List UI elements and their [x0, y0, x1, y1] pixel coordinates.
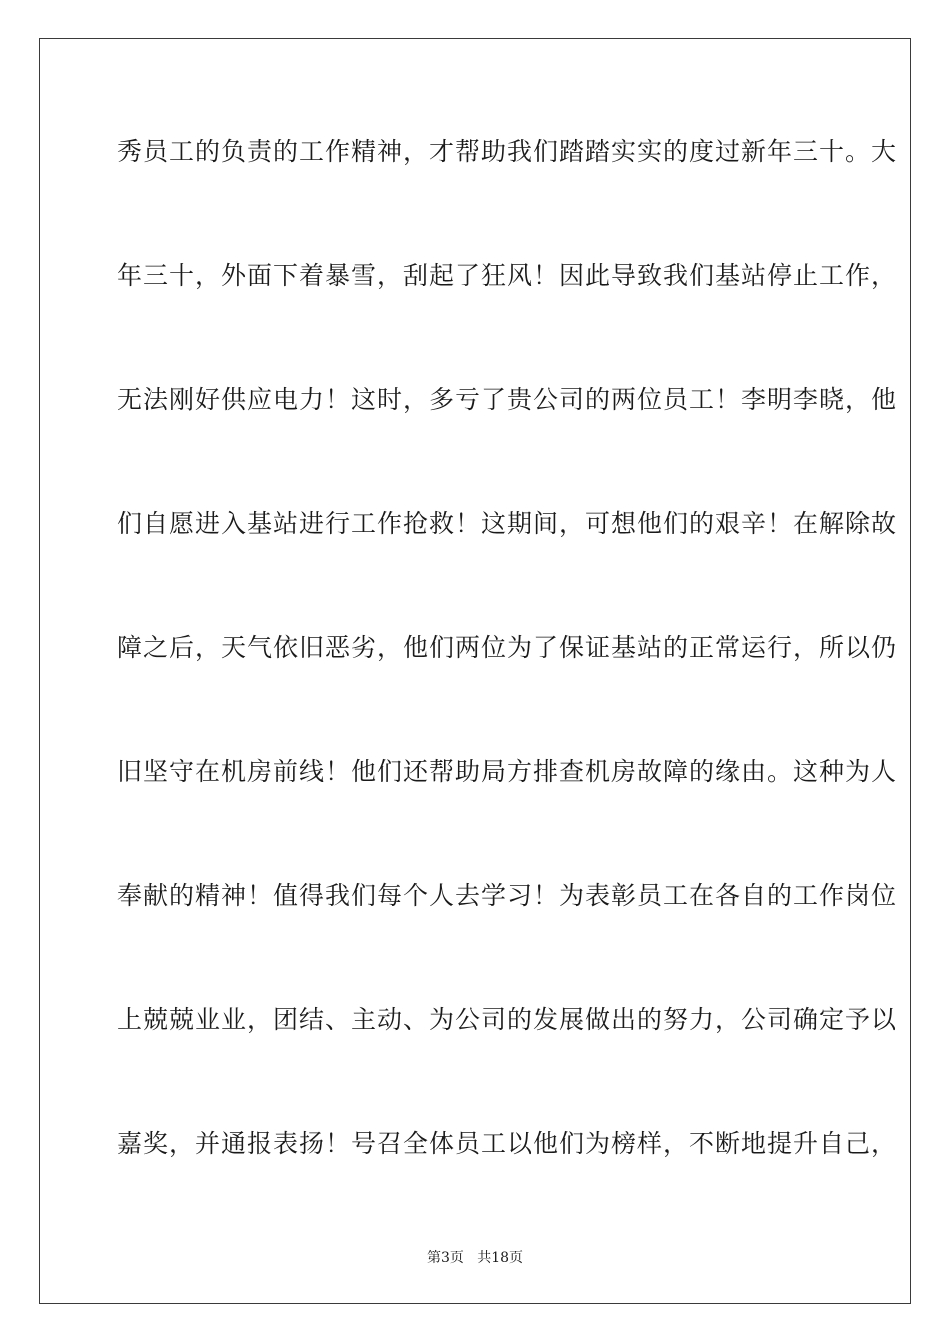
text-line-4: 们自愿进入基站进行工作抢救！这期间，可想他们的艰辛！在解除故 — [117, 509, 898, 538]
text-line-1: 秀员工的负责的工作精神，才帮助我们踏踏实实的度过新年三十。大 — [117, 137, 898, 166]
text-line-3: 无法刚好供应电力！这时，多亏了贵公司的两位员工！李明李晓，他 — [117, 385, 898, 414]
page-border — [39, 38, 911, 1304]
text-line-2: 年三十，外面下着暴雪，刮起了狂风！因此导致我们基站停止工作， — [117, 261, 898, 290]
page-number-footer: 第3页 共18页 — [426, 1250, 524, 1266]
text-line-6: 旧坚守在机房前线！他们还帮助局方排查机房故障的缘由。这种为人 — [117, 757, 898, 786]
text-line-8: 上兢兢业业，团结、主动、为公司的发展做出的努力，公司确定予以 — [117, 1005, 898, 1034]
text-line-7: 奉献的精神！值得我们每个人去学习！为表彰员工在各自的工作岗位 — [117, 881, 898, 910]
text-line-9: 嘉奖，并通报表扬！号召全体员工以他们为榜样，不断地提升自己， — [117, 1129, 898, 1158]
text-line-5: 障之后，天气依旧恶劣，他们两位为了保证基站的正常运行，所以仍 — [117, 633, 898, 662]
